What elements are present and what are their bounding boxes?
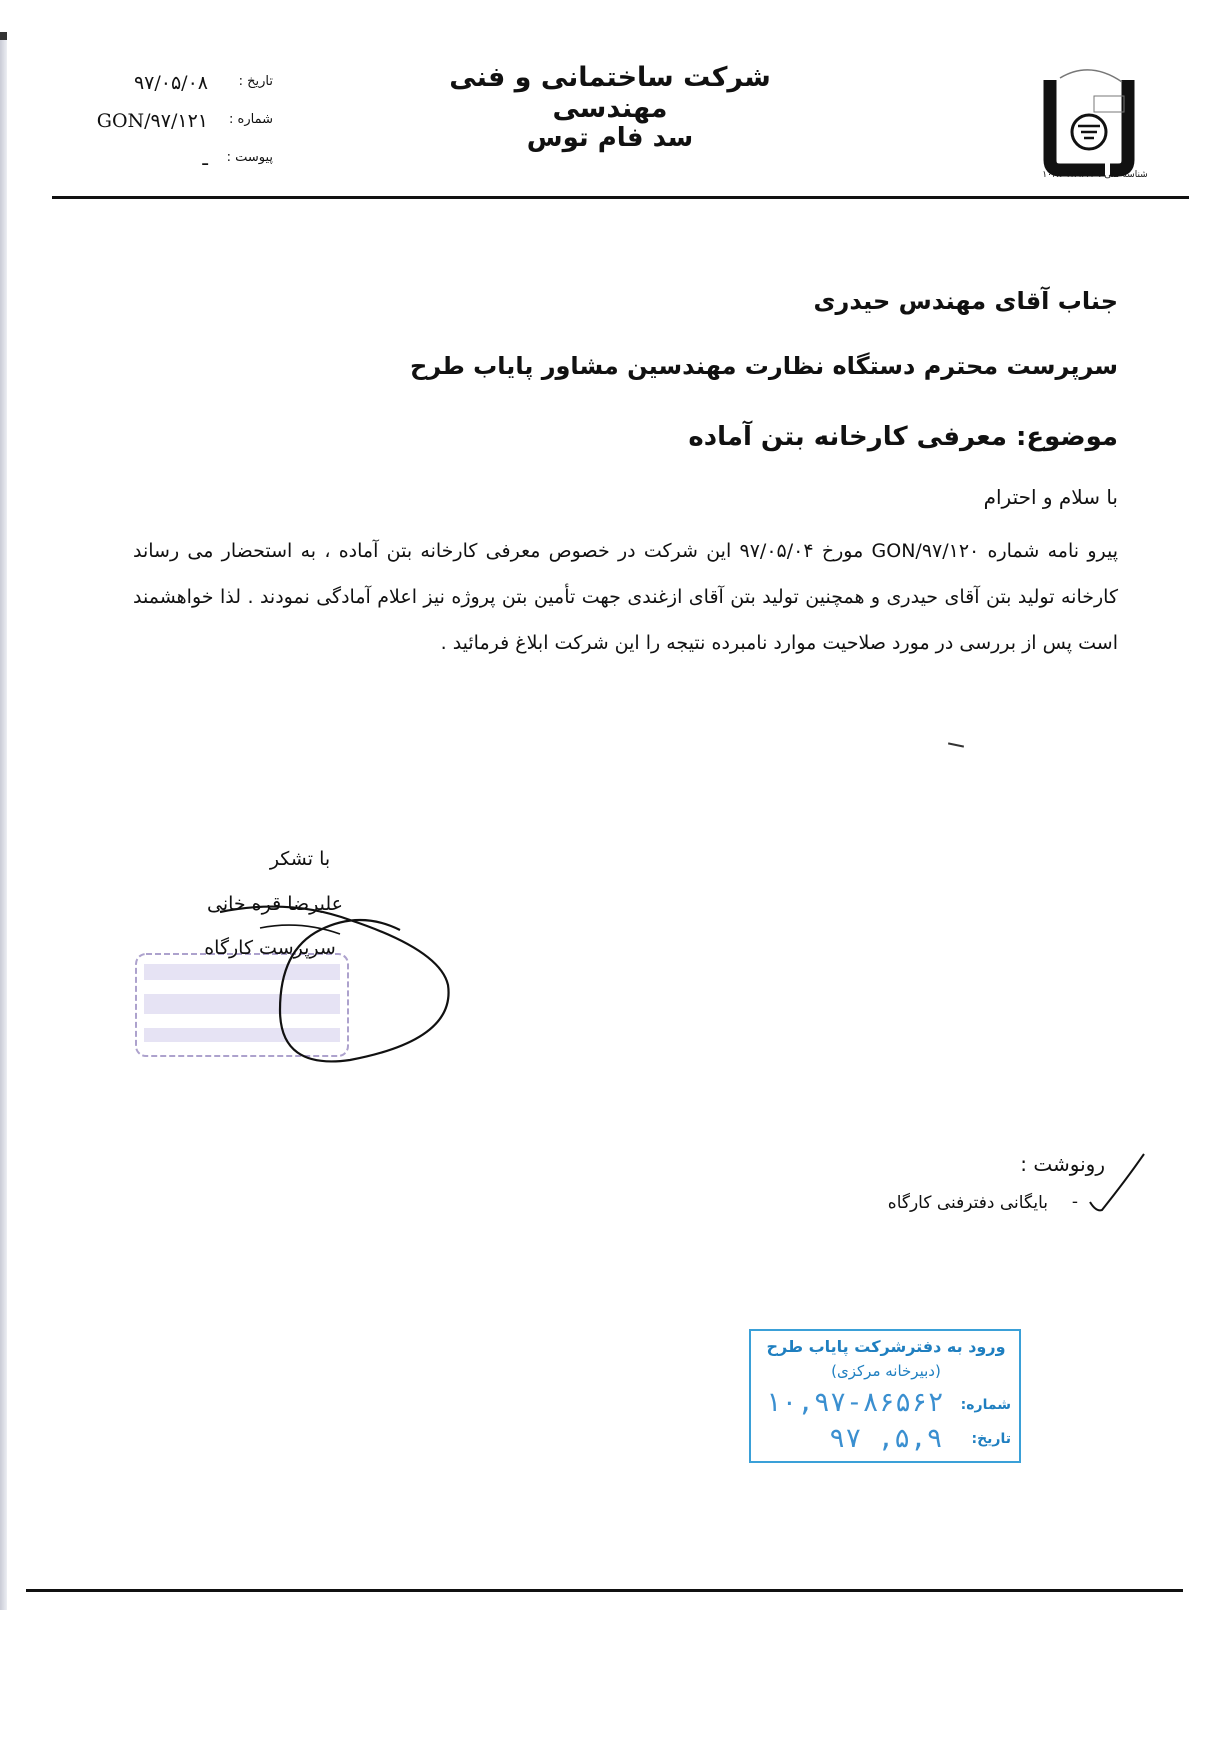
signer-name: علیرضا قره خانی — [206, 893, 344, 915]
meta-attachment-row — [58, 148, 273, 178]
meta-attachment-label: پیوست : — [226, 150, 273, 165]
stamp-number-value: ۱۰,۹۷-۸۶۵۶۲ — [765, 1387, 944, 1418]
meta-date-label: تاریخ : — [238, 74, 273, 89]
signature-closing: با تشکر — [269, 848, 331, 870]
scan-left-edge — [0, 40, 7, 1610]
meta-date-row — [58, 72, 273, 102]
addressee-position: سرپرست محترم دستگاه نظارت مهندسین مشاور پایاب طرح — [409, 352, 1118, 380]
meta-attachment-value: ـ — [202, 148, 208, 170]
footer-divider — [26, 1589, 1183, 1592]
cc-tick-icon — [1086, 1150, 1146, 1220]
stamp-date-label: تاریخ: — [971, 1431, 1011, 1447]
registration-stamp — [749, 1329, 1021, 1463]
stamp-number-label: شماره: — [960, 1397, 1011, 1413]
header-divider — [52, 196, 1189, 199]
signer-title: سرپرست کارگاه — [204, 937, 336, 959]
company-name: شرکت ساختمانی و فنی مهندسی — [449, 62, 771, 124]
letter-greeting: با سلام و احترام — [983, 485, 1118, 509]
company-name-sub: سد فام توس — [526, 123, 694, 153]
handwritten-signature — [200, 890, 460, 1070]
cc-recipient: بایگانی دفترفنی کارگاه — [887, 1193, 1048, 1213]
logo-national-id: شناسه ملی : ۱۰۳۸۰۳۸۹۲۴۶ — [1042, 170, 1148, 180]
company-logo-icon — [1030, 60, 1160, 188]
letter-body: پیرو نامه شماره GON/۹۷/۱۲۰ مورخ ۹۷/۰۵/۰۴ این شرکت در خصوص معرفی کارخانه بتن آماده ، به استحضار می رساند کارخانه تولید بتن آقای حیدری و همچنین تولید بتن آقای ازغندی جهت تأمین بتن پروژه نیز اعلام آمادگی نمودند . لذا خواهشمند است پس از بررسی در مورد صلاحیت موارد نامبرده نتیجه را این شرکت ابلاغ فرمائید . — [133, 540, 1118, 654]
meta-number-row — [58, 110, 273, 140]
meta-number-value: GON/۹۷/۱۲۱ — [96, 110, 208, 132]
meta-number-label: شماره : — [229, 112, 273, 127]
stamp-title: ورود به دفترشرکت پایاب طرح — [766, 1337, 1006, 1356]
stamp-subtitle: (دبیرخانه مرکزی) — [831, 1362, 941, 1380]
stray-pen-mark — [948, 742, 964, 747]
cc-bullet: - — [1071, 1192, 1078, 1212]
scan-corner-mark — [0, 32, 7, 40]
cc-label: رونوشت : — [1020, 1152, 1105, 1176]
letter-subject: موضوع: معرفی کارخانه بتن آماده — [688, 422, 1118, 452]
addressee-name: جناب آقای مهندس حیدری — [813, 287, 1118, 315]
meta-date-value: ۹۷/۰۵/۰۸ — [133, 72, 208, 94]
stamp-date-value: ۹۷ ,۵,۹ — [829, 1423, 943, 1454]
